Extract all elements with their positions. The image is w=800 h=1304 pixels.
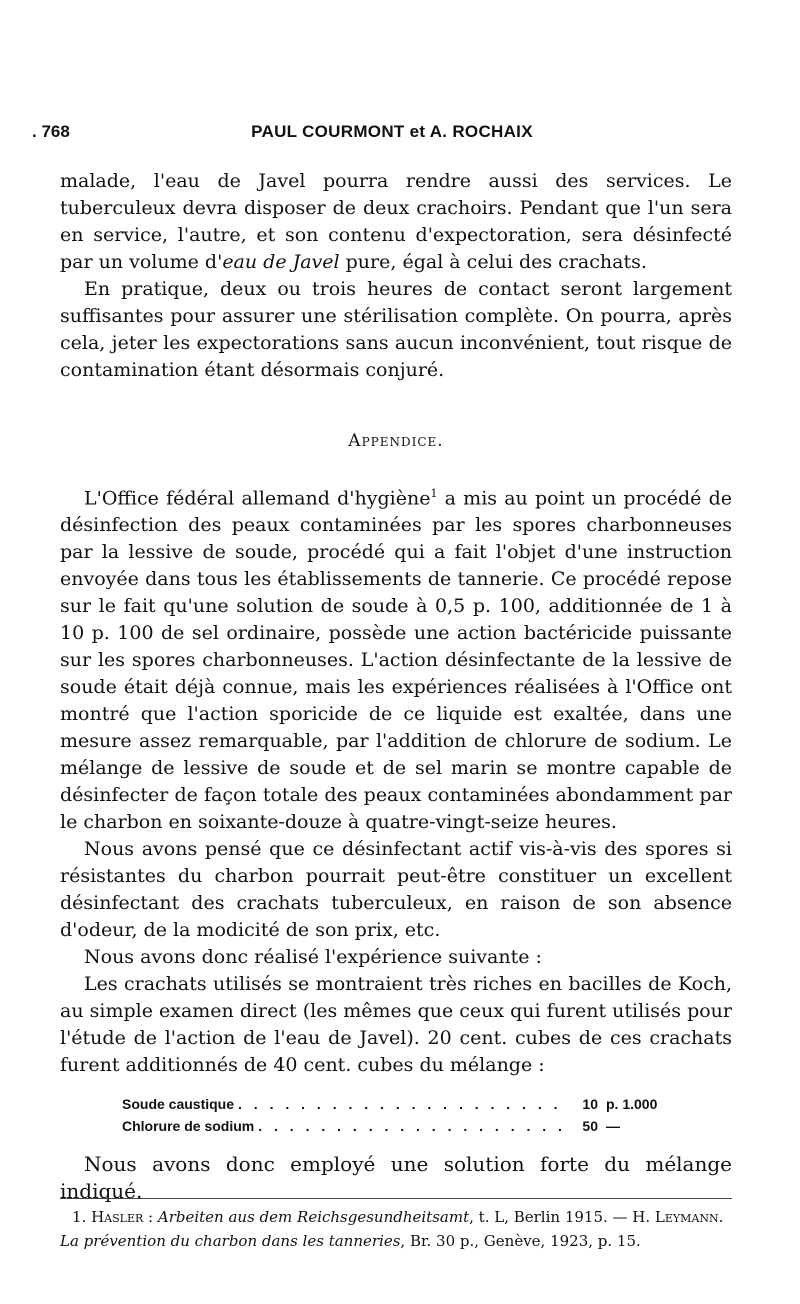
appendix-paragraph-4: Les crachats utilisés se montraient très riches en bacilles de Koch, au simple examen direct (les mêmes que ceux qui furent utilisés pour l'étude de l'action de l'eau de Javel). 20 cent. cubes de ces crachats furent additionnés de 40 cent. cubes du mélange : — [60, 973, 732, 1077]
intro-p1-end: pure, égal à celui des crachats. — [339, 251, 647, 273]
leader-dots — [258, 1115, 562, 1137]
footnote-work-1: Arbeiten aus dem Reichsgesundheitsamt — [157, 1208, 470, 1226]
body-text — [60, 168, 732, 1205]
footnote-author-2: Leymann. — [654, 1208, 724, 1226]
footnote-author-1: Hasler — [91, 1208, 144, 1226]
formula-row — [122, 1115, 670, 1137]
formula-quantity: 10 — [582, 1096, 598, 1113]
footnote-sep: : — [143, 1208, 158, 1226]
footnote-details-1: , t. L, Berlin 1915. — H. — [469, 1208, 655, 1226]
page-number: . 768 — [32, 122, 70, 141]
appendix-p1-start: L'Office fédéral allemand d'hygiène — [84, 487, 431, 510]
formula-unit: — — [606, 1118, 620, 1135]
running-title: PAUL COURMONT et A. ROCHAIX — [251, 122, 533, 141]
appendix-paragraph-1 — [60, 480, 732, 836]
footnote-line-1 — [60, 1205, 732, 1253]
formula-ingredient: Soude caustique — [122, 1096, 235, 1113]
formula-ingredient: Chlorure de sodium — [122, 1118, 255, 1135]
appendix-heading: Appendice. — [348, 431, 444, 451]
appendix-paragraph-2: Nous avons pensé que ce désinfectant actif vis-à-vis des spores si résistantes du charbon pourrait peut-être constituer un excellent désinfectant des crachats tuberculeux, en raison de son absence d'odeur, de la modicité de son prix, etc. — [60, 838, 732, 942]
appendix-paragraph-3: Nous avons donc réalisé l'expérience suivante : — [84, 946, 542, 969]
footnote-ref[interactable]: 1 — [430, 487, 438, 500]
running-header — [32, 118, 752, 146]
intro-paragraph-2: En pratique, deux ou trois heures de contact seront largement suffisantes pour assurer une stérilisation complète. On pourra, après cela, jeter les expectorations sans aucun inconvénient, tout risque de contamination étant désormais conjuré. — [60, 278, 732, 381]
intro-paragraph-1 — [60, 168, 732, 276]
leader-dots — [238, 1093, 562, 1115]
formula-unit: p. 1.000 — [606, 1096, 658, 1113]
formula-quantity: 50 — [582, 1118, 598, 1135]
footnote — [60, 1198, 732, 1253]
footnote-work-2: La prévention du charbon dans les tanneries — [60, 1232, 401, 1250]
mixture-formula — [122, 1093, 670, 1137]
footnote-number: 1. — [72, 1208, 87, 1226]
conclusion-paragraph: Nous avons donc employé une solution forte du mélange indiqué. — [60, 1152, 732, 1204]
footnote-details-2: , Br. 30 p., Genève, 1923, p. 15. — [400, 1232, 641, 1250]
intro-p1-italic: eau de Javel — [222, 251, 340, 273]
formula-row — [122, 1093, 670, 1115]
appendix-p1-rest: a mis au point un procédé de désinfection des peaux contaminées par les spores charbonneuses par la lessive de soude, procédé qui a fait l'objet d'une instruction envoyée dans tous les établissements de tannerie. Ce procédé repose sur le fait qu'une solution de soude à 0,5 p. 100, additionnée de 1 à 10 p. 100 de sel ordinaire, possède une action bactéricide puissante sur les spores charbonneuses. L'action désinfectante de la lessive de soude était déjà connue, mais les expériences réalisées à l'Office ont montré que l'action sporicide de ce liquide est exaltée, dans une mesure assez remarquable, par l'addition de chlorure de sodium. Le mélange de lessive de soude et de sel marin se montre capable de désinfecter de façon totale des peaux contaminées abondamment par le charbon en soixante-douze à quatre-vingt-seize heures. — [60, 487, 732, 834]
intro-p1-start: malade, l'eau de Javel pourra rendre aussi des services. Le tuberculeux devra disposer de deux crachoirs. Pendant que l'un sera en service, l'autre, et son contenu d'expectoration, sera désinfecté par un volume d' — [60, 170, 732, 273]
